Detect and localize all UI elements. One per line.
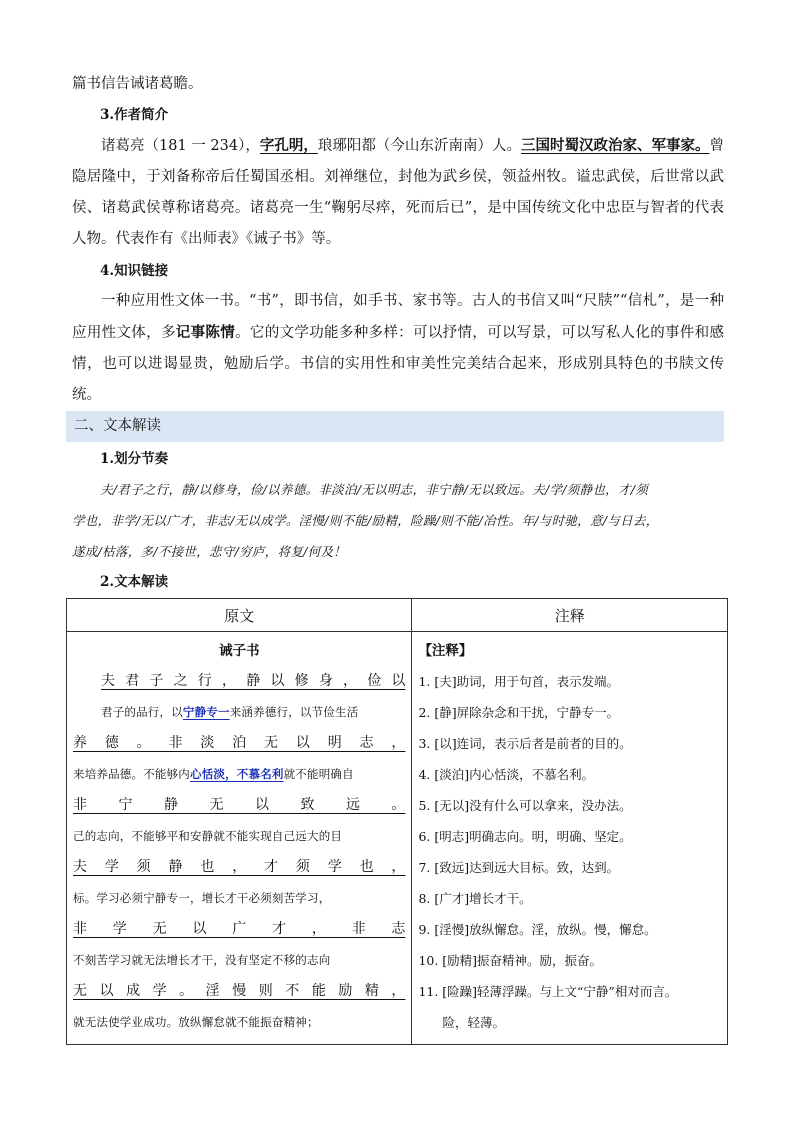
notes-header: 【注释】 — [418, 643, 473, 659]
translation-text: 来涵养德行，以节俭生活 — [229, 705, 359, 719]
author-paragraph — [72, 130, 724, 255]
translation-line: 标。学习必须宁静专一，增长才干必须刻苦学习， — [73, 891, 331, 905]
translation-text: 就不能明确自 — [283, 767, 354, 781]
rhythm-line-3: 遂成/枯落，多/不接世，悲守/穷庐，将复/何及！ — [72, 544, 347, 559]
note-item: 7. [致远]达到远大目标。致，达到。 — [418, 860, 620, 875]
author-courtesy-name: 字孔明， — [259, 137, 318, 154]
section-title-bar — [66, 411, 724, 442]
analysis-heading: 2.文本解读 — [100, 574, 169, 590]
author-heading: 3.作者简介 — [100, 107, 169, 123]
text-analysis-table — [66, 598, 728, 1045]
original-column — [67, 632, 412, 1045]
author-origin: 琅琊阳都（今山东沂南南）人。 — [317, 138, 521, 154]
translation-text: 君子的品行，以 — [101, 705, 183, 719]
column-header-notes: 注释 — [412, 599, 728, 632]
note-item: 10. [励精]振奋精神。励，振奋。 — [418, 953, 603, 968]
author-bio: 曾隐居隆中，于刘备称帝后任蜀国丞相。刘禅继位，封他为武乡侯，领益州牧。谥忠武侯，后世常以武侯、诸葛武侯尊称诸葛亮。诸葛亮一生“鞠躬尽瘁，死而后已”，是中国传统文化中忠臣与智者的代表人物。代表作有《出师表》《诫子书》等。 — [72, 138, 725, 247]
author-dates: 诸葛亮（181 一 234）， — [101, 138, 260, 154]
top-line: 篇书信告诫诸葛瞻。 — [72, 76, 203, 92]
knowledge-emphasis: 记事陈情 — [175, 324, 236, 341]
note-item: 3. [以]连词，表示后者是前者的目的。 — [418, 736, 632, 751]
section-title: 二、文本解读 — [74, 418, 161, 434]
notes-column — [412, 632, 728, 1045]
rhythm-heading: 1.划分节奏 — [100, 451, 169, 467]
rhythm-line-1: 夫/君子之行，静/以修身，俭/以养德。非淡泊/无以明志，非宁静/无以致远。夫/学/须静也，才/须 — [100, 482, 649, 497]
translation-line: 不刻苦学习就无法增长才干，没有坚定不移的志向 — [73, 953, 331, 967]
rhythm-line-2: 学也，非学/无以广才，非志/无以成学。淫慢/则不能/励精，险躁/则不能/冶性。年/与时驰，意/与日去， — [72, 513, 659, 528]
note-item: 5. [无以]没有什么可以拿来，没办法。 — [418, 798, 632, 813]
translation-line: 就无法使学业成功。放纵懈怠就不能振奋精神； — [73, 1015, 319, 1029]
knowledge-paragraph — [72, 286, 724, 411]
translation-highlight: 心恬淡，不慕名利 — [190, 767, 284, 781]
note-item: 2. [静]屏除杂念和干扰，宁静专一。 — [418, 705, 620, 720]
original-line: 非宁静无以致远。 — [73, 797, 406, 813]
table-body-row — [67, 632, 728, 1045]
original-line: 无以成学。淫慢则不能励精， — [73, 983, 406, 999]
table-header-row — [67, 599, 728, 632]
source-title: 诫子书 — [218, 643, 260, 659]
note-item: 8. [广才]增长才干。 — [418, 891, 532, 906]
knowledge-text-2: 。它的文学功能多种多样：可以抒情，可以写景，可以写私人化的事件和感情，也可以进谒显贵，勉励后学。书信的实用性和审美性完美结合起来，形成别具特色的书牍文传统。 — [72, 325, 725, 403]
note-item: 险，轻薄。 — [442, 1015, 505, 1030]
original-line: 非学无以广才，非志 — [73, 921, 406, 937]
note-item: 4. [淡泊]内心恬淡，不慕名利。 — [418, 767, 595, 782]
author-role: 三国时蜀汉政治家、军事家。 — [520, 137, 710, 154]
note-item: 6. [明志]明确志向。明，明确、坚定。 — [418, 829, 632, 844]
knowledge-text-1: 一种应用性文体一书。“书”，即书信，如手书、家书等。古人的书信又叫“尺牍”“信札”，是一种应用性文体，多 — [72, 293, 724, 341]
note-item: 9. [淫慢]放纵懈怠。淫，放纵。慢，懈怠。 — [418, 922, 657, 937]
note-item: 11. [险躁]轻薄浮躁。与上文“宁静”相对而言。 — [418, 984, 678, 999]
note-item: 1. [夫]助词，用于句首，表示发端。 — [418, 674, 620, 689]
knowledge-heading: 4.知识链接 — [100, 263, 169, 279]
original-line: 夫学须静也，才须学也， — [73, 859, 406, 875]
translation-line — [73, 759, 405, 790]
column-header-original: 原文 — [67, 599, 412, 632]
original-line: 养德。非淡泊无以明志， — [73, 735, 406, 751]
translation-text: 来培养品德。不能够内 — [73, 767, 190, 781]
translation-line — [73, 697, 405, 728]
original-line: 夫君子之行，静以修身，俭以 — [101, 673, 406, 689]
translation-line: 己的志向，不能够平和安静就不能实现自己远大的目 — [73, 829, 343, 843]
translation-highlight: 宁静专一 — [182, 705, 230, 719]
